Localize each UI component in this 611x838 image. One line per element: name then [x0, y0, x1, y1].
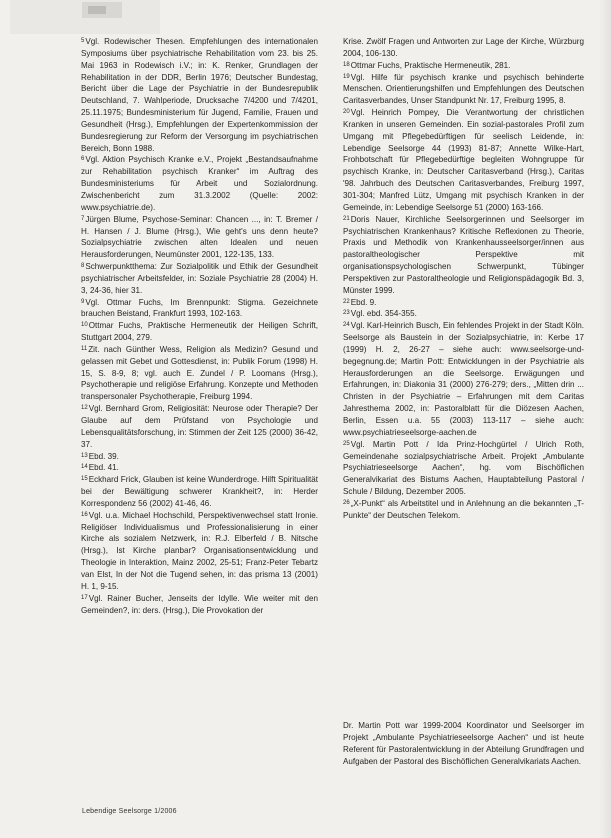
footnote-text: Ottmar Fuchs, Praktische Hermeneutik, 281.	[350, 60, 511, 70]
footnote-text: Ebd. 9.	[350, 297, 377, 307]
footnote-text: Vgl. Bernhard Grom, Religiosität: Neurose oder Therapie? Der Glaube auf dem Prüfstand von Psychologie und Lebensqualitätsforschung, in: Stimmen der Zeit 125 (2000) 36-42, 37.	[81, 404, 318, 449]
footnote-text: Vgl. Rainer Bucher, Jenseits der Idylle. Wie weiter mit den Gemeinden?, in: ders. (Hrsg.), Die Provokation der	[81, 593, 318, 615]
footnote	[81, 214, 318, 261]
footnote-text: Eckhard Frick, Glauben ist keine Wunderdroge. Hilft Spiritualität bei der Bewältigung schwerer Krankheit?, in: Herder Korrespondenz 56 (2002) 41-46, 46.	[81, 475, 318, 508]
footnote-text: Ebd. 41.	[88, 463, 119, 473]
footnote	[343, 297, 584, 309]
footnote	[81, 403, 318, 450]
footnote	[81, 297, 318, 321]
footnote	[81, 510, 318, 593]
footnote	[81, 474, 318, 510]
footnote	[343, 72, 584, 108]
footnote-number: 16	[81, 511, 88, 518]
footnote-number: 7	[81, 215, 85, 222]
footnote-number: 19	[343, 73, 350, 80]
footnote	[81, 344, 318, 403]
footnote-text: Vgl. Karl-Heinrich Busch, Ein fehlendes Projekt in der Stadt Köln. Seelsorge als Baustein in der Sozialpsychiatrie, in: Kerbe 17 (1999) H. 2, 26-27 – siehe auch: www.seelsorge-und-begegnung.de; Martin Pott: Entwicklungen in der Psychiatrie als Herausforderungen an die Seelsorge. Erwägungen und Erfahrungen, in: Diakonia 31 (2000) 276-279; ders., „Mitten drin ... Christen in der Psychiatrie – Erfahrungen mit dem Caritas Jahresthema 2002, in: Pastoralblatt für die Diözesen Aachen, Berlin, Essen u.a. 55 (2003) 113-117 – siehe auch: www.psychiatrieseelsorge-aachen.de	[343, 321, 584, 437]
footnote-number: 6	[81, 156, 85, 163]
footnote	[343, 107, 584, 214]
footnote-number: 24	[343, 322, 350, 329]
author-bio: Dr. Martin Pott war 1999-2004 Koordinator und Seelsorger im Projekt „Ambulante Psychiatrieseelsorge Aachen“ und ist heute Referent für Pastoralentwicklung in der Abteilung Grundfragen und Aufgaben der Pastoral des Bischöflichen Generalvikariats Aachen.	[343, 721, 584, 766]
footnote-number: 20	[343, 109, 350, 116]
page-corner-mark	[10, 0, 160, 34]
footnote-number: 18	[343, 61, 350, 68]
footnote-number: 12	[81, 405, 88, 412]
footnote	[343, 60, 584, 72]
footnote-text: Vgl. u.a. Michael Hochschild, Perspektivenwechsel statt Ironie. Religiöser Individualismus und Professionalisierung in einer Kirche als sozialem Netzwerk, in: R.J. Elberfeld / B. Nitsche (Hrsg.), Ist Kirche planbar? Organisationsentwicklung und Theologie in Interaktion, Mainz 2002, 25-51; Franz-Peter Tebartz van Elst, In der Not die Tugend sehen, in: das prisma 13 (2001) H. 1, 9-15.	[81, 510, 318, 591]
footnote	[81, 36, 318, 154]
footnote-text: Vgl. Aktion Psychisch Kranke e.V., Projekt „Bestandsaufnahme zur Rehabilitation psychisch Kranker“ im Auftrag des Bundesministeriums für Arbeit und Sozialordnung. Zwischenbericht zum 31.3.2002 (Quelle: 2002: www.psychiatrie.de).	[81, 155, 318, 212]
page-edge-shadow	[599, 0, 611, 838]
footnote-number: 5	[81, 38, 85, 44]
footnote-text: „X-Punkt“ als Arbeitstitel und in Anlehnung an die bekannten „T-Punkte“ der Deutschen Telekom.	[343, 498, 584, 520]
footnote-text: Zit. nach Günther Wess, Religion als Medizin? Gesund und gelassen mit Gebet und Gottesdienst, in: Publik Forum (1998) H. 15, S. 8-9, 8; vgl. auch E. Zundel / P. Loomans (Hrsg.), Psychotherapie und religiöse Erfahrung. Konzepte und Methoden transpersonaler Psychotherapie, Freiburg 1994.	[81, 344, 318, 402]
footnote	[343, 214, 584, 297]
footnote-number: 10	[81, 322, 88, 329]
footnote-text: Vgl. ebd. 354-355.	[350, 309, 417, 319]
footnote	[343, 36, 584, 60]
footnote-number: 26	[343, 499, 350, 506]
footnote-number: 11	[81, 345, 88, 352]
footnote	[81, 261, 318, 297]
footnote-number: 15	[81, 476, 88, 483]
footnote-number: 9	[81, 298, 85, 305]
footnote-text: Ottmar Fuchs, Praktische Hermeneutik der Heiligen Schrift, Stuttgart 2004, 279.	[81, 321, 318, 343]
footnotes-right-column	[343, 36, 584, 522]
footnote-text: Ebd. 39.	[88, 451, 119, 461]
footnote-text: Vgl. Ottmar Fuchs, Im Brennpunkt: Stigma. Gezeichnete brauchen Beistand, Frankfurt 1993, 102-163.	[81, 297, 318, 319]
footnote-text: Vgl. Rodewischer Thesen. Empfehlungen des internationalen Symposiums über psychiatrische Rehabilitation vom 23. bis 25. Mai 1963 in Rodewisch i.V.; in: K. Renker, Grundlagen der Rehabilitation in der DDR, Berlin 1976; Deutscher Bundestag, Bericht über die Lage der Psychiatrie in der Bundesrepublik Deutschland, 7. Wahlperiode, Drucksache 7/4200 und 7/4201, 25.11.1975; Bundesministerium für Jugend, Familie, Frauen und Gesundheit (Hrsg.), Empfehlungen der Expertenkommission der Bundesregierung zur Reform der Versorgung im psychiatrischen Bereich, Bonn 1988.	[81, 37, 318, 153]
footnote-text: Schwerpunktthema: Zur Sozialpolitik und Ethik der Gesundheit psychiatrischer Arbeitsfelder, in: Soziale Psychiatrie 28 (2004) H. 3, 24-36, hier 31.	[81, 262, 318, 295]
footnote	[81, 451, 318, 463]
footnote-number: 25	[343, 440, 350, 447]
footnote	[343, 308, 584, 320]
footnote-text: Krise. Zwölf Fragen und Antworten zur Lage der Kirche, Würzburg 2004, 106-130.	[343, 37, 584, 58]
footnote-text: Vgl. Hilfe für psychisch kranke und psychisch behinderte Menschen. Orientierungshilfen und Empfehlungen des Deutschen Caritasverbandes, Unser Standpunkt Nr. 17, Freiburg 1995, 8.	[343, 72, 584, 106]
footnote	[343, 439, 584, 498]
footnote-text: Vgl. Heinrich Pompey, Die Verantwortung der christlichen Kranken in unseren Gemeinden. Ein sozial-pastorales Profil zum Umgang mit Pflegebedürftigen für seelisch Leidende, in: Lebendige Seelsorge 44 (1993) 81-87; Annette Wilke-Hart, Frohbotschaft für Pflegebedürftige begleiten Wohngruppe für psychisch Kranke, in: Deutscher Caritasverband (Hrsg.), Caritas '98. Jahrbuch des Deutschen Caritasverbandes, Freiburg 1997, 301-304; Manfred Lütz, Umgang mit psychisch Kranken in der Gemeinde, in: Lebendige Seelsorge 51 (2000) 163-166.	[343, 108, 584, 212]
footnote-number: 22	[343, 298, 350, 305]
footnote	[81, 462, 318, 474]
footnote	[81, 154, 318, 213]
footnote-number: 14	[81, 464, 88, 471]
page-footer: Lebendige Seelsorge 1/2006	[82, 808, 177, 815]
footnote-number: 23	[343, 310, 350, 317]
footnote	[343, 498, 584, 522]
footnote-number: 13	[81, 452, 88, 459]
footnotes-left-column	[81, 36, 318, 616]
footnote-number: 17	[81, 594, 88, 601]
footnote-number: 21	[343, 215, 350, 222]
footnote-text: Jürgen Blume, Psychose-Seminar: Chancen ..., in: T. Bremer / H. Hansen / J. Blume (Hrsg.), Wie geht's uns denn heute? Sozialpsychiatrie zwischen alten Idealen und neuen Herausforderungen, Neumünster 2001, 122-135, 133.	[81, 214, 318, 260]
footnote	[81, 593, 318, 617]
footnote	[81, 320, 318, 344]
footnote-number: 8	[81, 263, 85, 270]
footnote-text: Doris Nauer, Kirchliche Seelsorgerinnen und Seelsorger im Psychiatrischen Krankenhaus? Kritische Reflexionen zu Theorie, Praxis und Methodik von Krankenhausseelsorger/innen aus pastoraltheologischer Perspektive mit organisationspsychologischen Schwerpunkt, Tübinger Perspektiven zur Pastoraltheologie und Religionspädagogik Bd. 3, Münster 1999.	[343, 214, 584, 295]
footnote-text: Vgl. Martin Pott / Ida Prinz-Hochgürtel / Ulrich Roth, Gemeindenahe sozialpsychiatrische Arbeit. Projekt „Ambulante Psychiatrieseelsorge Aachen“, hg. vom Bischöflichen Generalvikariat des Bistums Aachen, Hauptabteilung Pastoral / Schule / Bildung, Dezember 2005.	[343, 439, 584, 497]
footnote	[343, 320, 584, 438]
